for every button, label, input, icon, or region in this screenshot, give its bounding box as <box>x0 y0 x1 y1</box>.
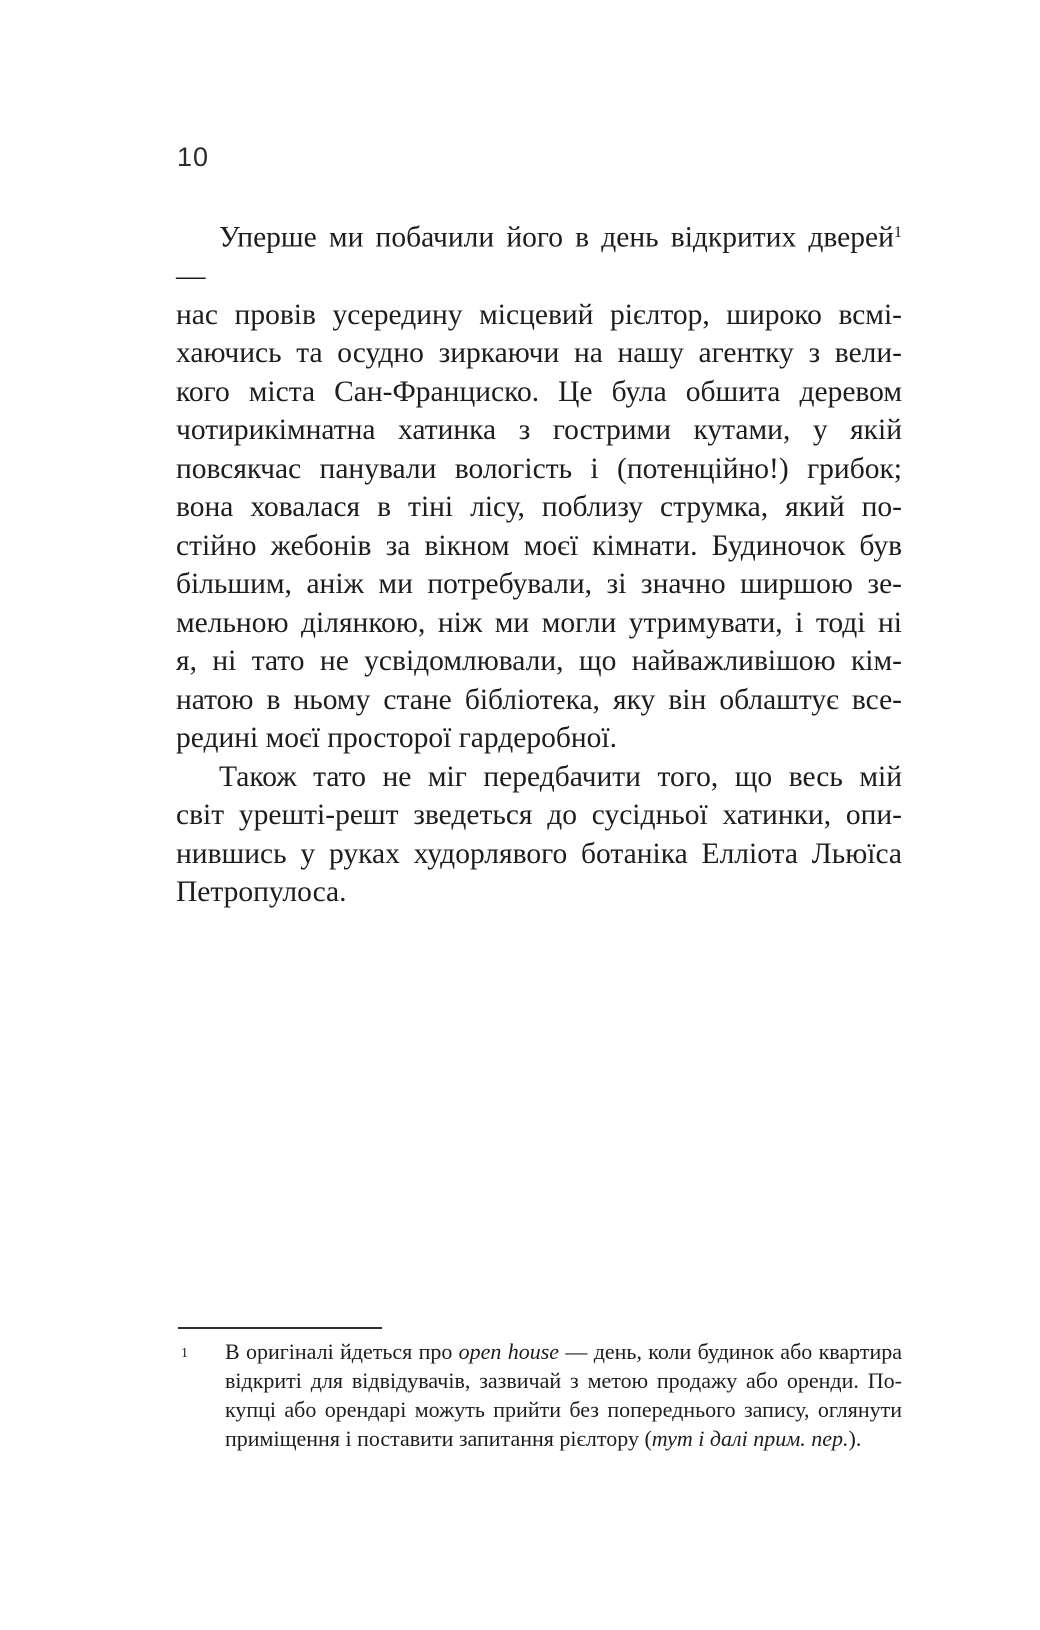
footnote <box>176 1337 902 1453</box>
text-segment: тут і далі прим. пер. <box>651 1426 849 1451</box>
text-line <box>176 450 902 489</box>
footnote-text <box>176 1337 902 1453</box>
text-line <box>176 334 902 373</box>
text-segment: чотирикімнатна хатинка з гострими кутами, у якій <box>176 414 902 447</box>
text-segment: стійно жебонів за вікном моєї кімнати. Будиночок був <box>176 529 902 562</box>
text-segment: більшим, аніж ми потребували, зі значно ширшою зе- <box>176 568 902 601</box>
page-number: 10 <box>177 142 210 172</box>
footnote-marker: 1 <box>181 1346 188 1361</box>
text-line <box>176 681 902 720</box>
text-segment: я, ні тато не усвідомлювали, що найважливішою кім- <box>176 645 902 678</box>
text-line <box>225 1366 902 1395</box>
text-segment: open house <box>458 1339 560 1364</box>
footnote-separator <box>178 1327 382 1329</box>
text-line <box>176 719 902 758</box>
text-line <box>225 1395 902 1424</box>
text-line <box>176 488 902 527</box>
footnote-reference: 1 <box>893 223 902 241</box>
text-segment: ). <box>848 1426 862 1451</box>
text-segment: купці або орендарі можуть прийти без попереднього запису, оглянути <box>225 1397 902 1422</box>
text-line <box>176 604 902 643</box>
text-segment: редині моєї просторої гардеробної. <box>176 722 617 755</box>
text-line <box>225 1424 902 1453</box>
text-segment: світ урешті-решт зведеться до сусідньої хатинки, опи- <box>176 799 902 832</box>
text-line <box>176 565 902 604</box>
text-segment: В оригіналі йдеться про <box>225 1339 459 1364</box>
text-segment: Петропулоса. <box>176 876 347 909</box>
text-segment: мельною ділянкою, ніж ми могли утримувати, і тоді ні <box>176 606 902 639</box>
text-line <box>176 642 902 681</box>
text-line <box>176 835 902 874</box>
text-line <box>176 373 902 412</box>
text-segment: натою в ньому стане бібліотека, яку він облаштує все- <box>176 683 902 716</box>
text-segment: нившись у руках худорлявого ботаніка Елліота Льюїса <box>176 837 902 870</box>
text-segment: відкриті для відвідувачів, зазвичай з метою продажу або оренди. По- <box>225 1368 902 1393</box>
text-segment: приміщення і поставити запитання рієлтору ( <box>225 1426 652 1451</box>
text-segment: повсякчас панували вологість і (потенційно!) грибок; <box>176 452 902 485</box>
text-segment: Уперше ми побачили його в день відкритих дверей <box>219 221 894 254</box>
text-segment: нас провів усередину місцевий рієлтор, широко всмі- <box>176 298 902 331</box>
text-line <box>176 796 902 835</box>
text-line <box>225 1337 902 1366</box>
text-line <box>176 758 902 797</box>
text-segment: кого міста Сан-Франциско. Це була обшита деревом <box>176 375 902 408</box>
text-line <box>176 527 902 566</box>
text-line <box>176 411 902 450</box>
text-line <box>176 296 902 335</box>
text-segment: вона ховалася в тіні лісу, поблизу струмка, який по- <box>176 491 902 524</box>
text-segment: — <box>176 260 206 293</box>
text-line <box>176 873 902 912</box>
text-segment: хаючись та осудно зиркаючи на нашу агентку з вели- <box>176 337 902 370</box>
text-line <box>176 213 902 296</box>
text-segment: — день, коли будинок або квартира <box>559 1339 902 1364</box>
text-segment: Також тато не міг передбачити того, що весь мій <box>219 760 902 793</box>
body-text <box>176 213 902 912</box>
